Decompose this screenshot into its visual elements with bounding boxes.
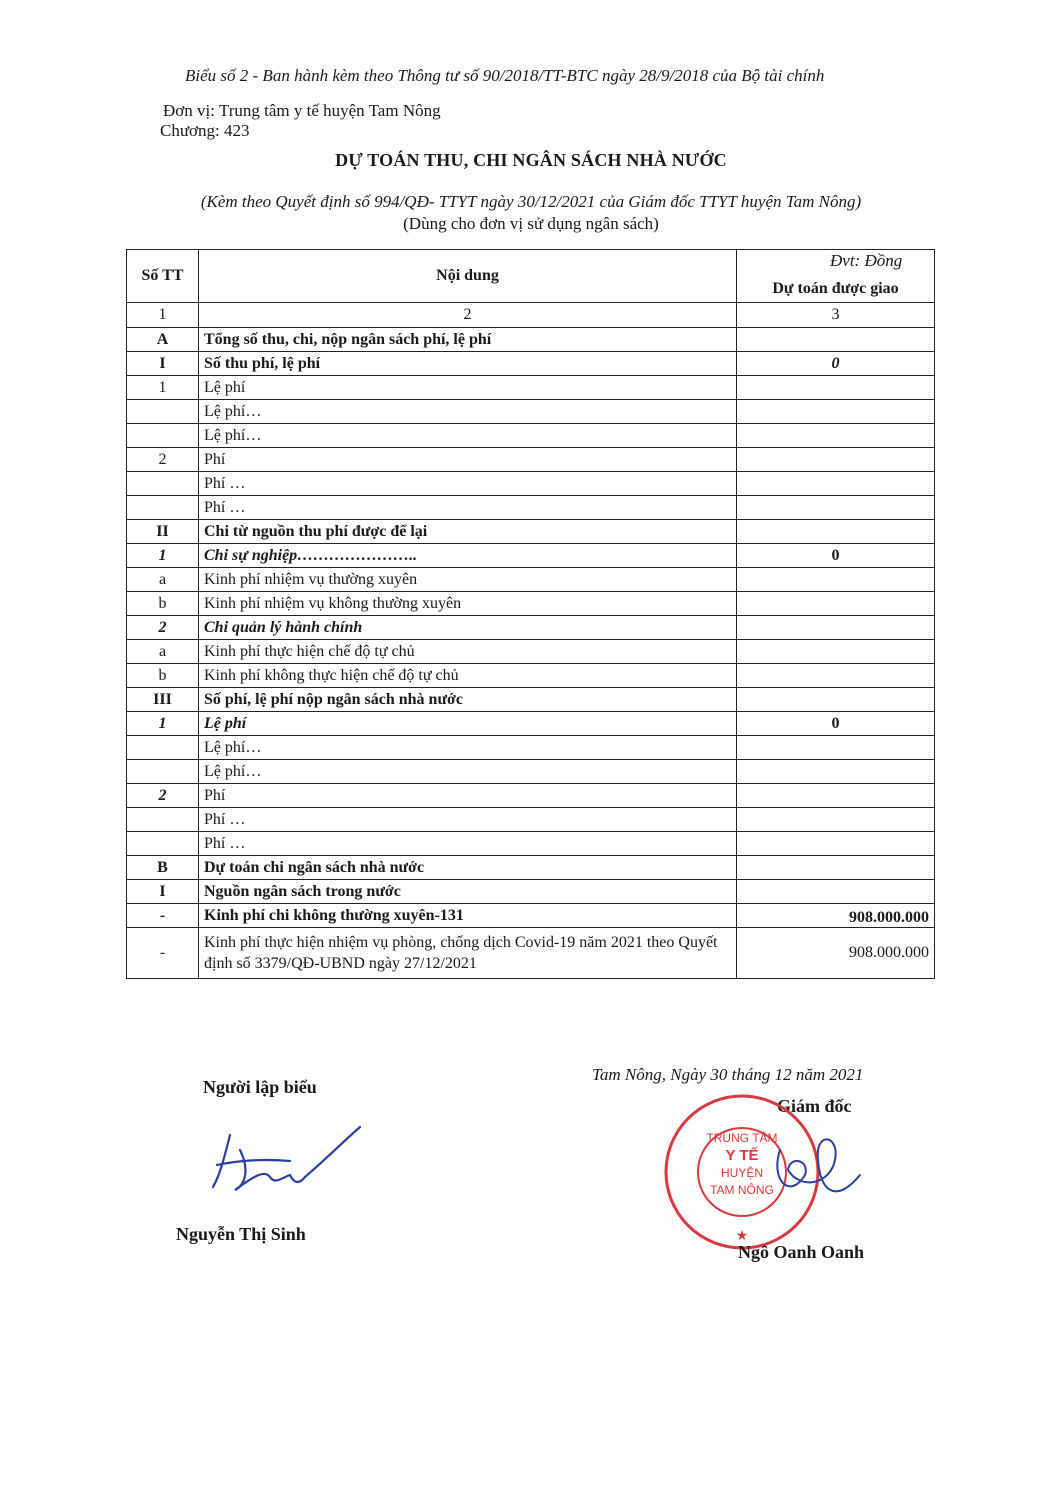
table-row <box>127 544 935 568</box>
row-value <box>737 424 935 448</box>
row-stt <box>127 832 199 856</box>
svg-text:TRUNG TÂM: TRUNG TÂM <box>706 1131 778 1145</box>
row-content: Kinh phí thực hiện nhiệm vụ phòng, chống dịch Covid-19 năm 2021 theo Quyết định số 3379/QĐ-UBND ngày 27/12/2021 <box>199 928 737 979</box>
table-column-number-row <box>127 303 935 328</box>
svg-text:HUYỆN: HUYỆN <box>720 1166 764 1180</box>
row-content: Lệ phí… <box>199 424 737 448</box>
table-header-row <box>127 250 935 303</box>
row-value <box>737 520 935 544</box>
row-content: Lệ phí… <box>199 736 737 760</box>
row-value <box>737 592 935 616</box>
row-value: 908.000.000 <box>737 928 935 979</box>
director-signature-icon <box>760 1120 870 1220</box>
table-row <box>127 832 935 856</box>
row-value: 908.000.000 <box>737 904 935 928</box>
page-subtitle: (Kèm theo Quyết định số 994/QĐ- TTYT ngày 30/12/2021 của Giám đốc TTYT huyện Tam Nông) <box>200 192 862 211</box>
table-row <box>127 904 935 928</box>
row-value <box>737 688 935 712</box>
row-value <box>737 328 935 352</box>
table-row <box>127 496 935 520</box>
header-content: Nội dung <box>199 250 737 303</box>
table-row <box>127 736 935 760</box>
row-content: Kinh phí nhiệm vụ thường xuyên <box>199 568 737 592</box>
row-stt: b <box>127 664 199 688</box>
currency-unit-label: Đvt: Đồng <box>830 251 903 270</box>
preparer-name: Nguyễn Thị Sinh <box>176 1224 306 1244</box>
preparer-signature-icon <box>195 1115 365 1205</box>
row-content: Lệ phí… <box>199 400 737 424</box>
row-content: Số phí, lệ phí nộp ngân sách nhà nước <box>199 688 737 712</box>
row-stt: - <box>127 928 199 979</box>
row-value <box>737 472 935 496</box>
row-value <box>737 400 935 424</box>
row-content: Kinh phí nhiệm vụ không thường xuyên <box>199 592 737 616</box>
row-value <box>737 832 935 856</box>
table-row <box>127 784 935 808</box>
table-row <box>127 928 935 979</box>
row-value <box>737 376 935 400</box>
row-stt: B <box>127 856 199 880</box>
row-content: Kinh phí chi không thường xuyên-131 <box>199 904 737 928</box>
row-stt: II <box>127 520 199 544</box>
row-stt: - <box>127 904 199 928</box>
row-stt <box>127 736 199 760</box>
row-value <box>737 640 935 664</box>
svg-text:TAM NÔNG: TAM NÔNG <box>710 1183 774 1197</box>
table-row <box>127 520 935 544</box>
row-content: Tổng số thu, chi, nộp ngân sách phí, lệ phí <box>199 328 737 352</box>
preparer-title: Người lập biểu <box>203 1077 317 1097</box>
row-value <box>737 448 935 472</box>
row-content: Lệ phí <box>199 712 737 736</box>
row-stt <box>127 496 199 520</box>
row-value <box>737 664 935 688</box>
table-row <box>127 424 935 448</box>
table-row <box>127 376 935 400</box>
row-content: Kinh phí thực hiện chế độ tự chủ <box>199 640 737 664</box>
row-stt <box>127 760 199 784</box>
table-row <box>127 472 935 496</box>
page-title: DỰ TOÁN THU, CHI NGÂN SÁCH NHÀ NƯỚC <box>335 150 727 170</box>
budget-table <box>126 249 935 979</box>
row-content: Phí <box>199 784 737 808</box>
row-value <box>737 856 935 880</box>
row-value <box>737 616 935 640</box>
row-content: Chi sự nghiệp………………….. <box>199 544 737 568</box>
table-row <box>127 664 935 688</box>
row-value <box>737 784 935 808</box>
row-stt: a <box>127 640 199 664</box>
header-stt: Số TT <box>127 250 199 303</box>
header-unit: Đơn vị: Trung tâm y tế huyện Tam Nông <box>163 101 441 120</box>
table-row <box>127 352 935 376</box>
row-stt: a <box>127 568 199 592</box>
header-reference: Biểu số 2 - Ban hành kèm theo Thông tư số 90/2018/TT-BTC ngày 28/9/2018 của Bộ tài chính <box>185 66 825 85</box>
director-title: Giám đốc <box>777 1096 852 1116</box>
header-chapter: Chương: 423 <box>160 121 250 140</box>
row-content: Lệ phí <box>199 376 737 400</box>
row-stt <box>127 808 199 832</box>
table-row <box>127 760 935 784</box>
row-value <box>737 760 935 784</box>
table-row <box>127 856 935 880</box>
header-value: Dự toán được giao <box>737 250 935 303</box>
row-stt <box>127 424 199 448</box>
row-stt: III <box>127 688 199 712</box>
row-content: Dự toán chi ngân sách nhà nước <box>199 856 737 880</box>
row-value <box>737 880 935 904</box>
table-row <box>127 640 935 664</box>
signature-date-line: Tam Nông, Ngày 30 tháng 12 năm 2021 <box>592 1065 864 1084</box>
row-stt <box>127 472 199 496</box>
row-value: 0 <box>737 712 935 736</box>
director-name: Ngô Oanh Oanh <box>738 1242 865 1262</box>
page-subtitle-usage: (Dùng cho đơn vị sử dụng ngân sách) <box>403 214 659 233</box>
table-row <box>127 592 935 616</box>
row-stt: 1 <box>127 712 199 736</box>
row-value <box>737 568 935 592</box>
row-stt <box>127 400 199 424</box>
row-value <box>737 736 935 760</box>
row-content: Kinh phí không thực hiện chế độ tự chủ <box>199 664 737 688</box>
row-stt: I <box>127 880 199 904</box>
row-value <box>737 808 935 832</box>
column-number-2: 2 <box>199 303 737 328</box>
table-row <box>127 400 935 424</box>
table-row <box>127 712 935 736</box>
row-content: Phí … <box>199 496 737 520</box>
row-stt: A <box>127 328 199 352</box>
row-stt: 2 <box>127 616 199 640</box>
row-content: Phí … <box>199 472 737 496</box>
svg-text:★: ★ <box>735 1227 749 1243</box>
row-content: Số thu phí, lệ phí <box>199 352 737 376</box>
svg-text:Y TẾ: Y TẾ <box>725 1147 759 1164</box>
row-content: Chi quản lý hành chính <box>199 616 737 640</box>
row-value: 0 <box>737 352 935 376</box>
table-row <box>127 688 935 712</box>
row-stt: I <box>127 352 199 376</box>
row-stt: 2 <box>127 784 199 808</box>
table-row <box>127 448 935 472</box>
row-content: Chi từ nguồn thu phí được để lại <box>199 520 737 544</box>
row-stt: b <box>127 592 199 616</box>
row-content: Lệ phí… <box>199 760 737 784</box>
row-content: Phí <box>199 448 737 472</box>
row-content: Phí … <box>199 832 737 856</box>
table-row <box>127 568 935 592</box>
row-content: Phí … <box>199 808 737 832</box>
row-stt: 1 <box>127 544 199 568</box>
row-value <box>737 496 935 520</box>
table-row <box>127 808 935 832</box>
column-number-1: 1 <box>127 303 199 328</box>
column-number-3: 3 <box>737 303 935 328</box>
table-row <box>127 616 935 640</box>
row-stt: 1 <box>127 376 199 400</box>
table-row <box>127 880 935 904</box>
row-stt: 2 <box>127 448 199 472</box>
row-content: Nguồn ngân sách trong nước <box>199 880 737 904</box>
row-value: 0 <box>737 544 935 568</box>
table-row <box>127 328 935 352</box>
